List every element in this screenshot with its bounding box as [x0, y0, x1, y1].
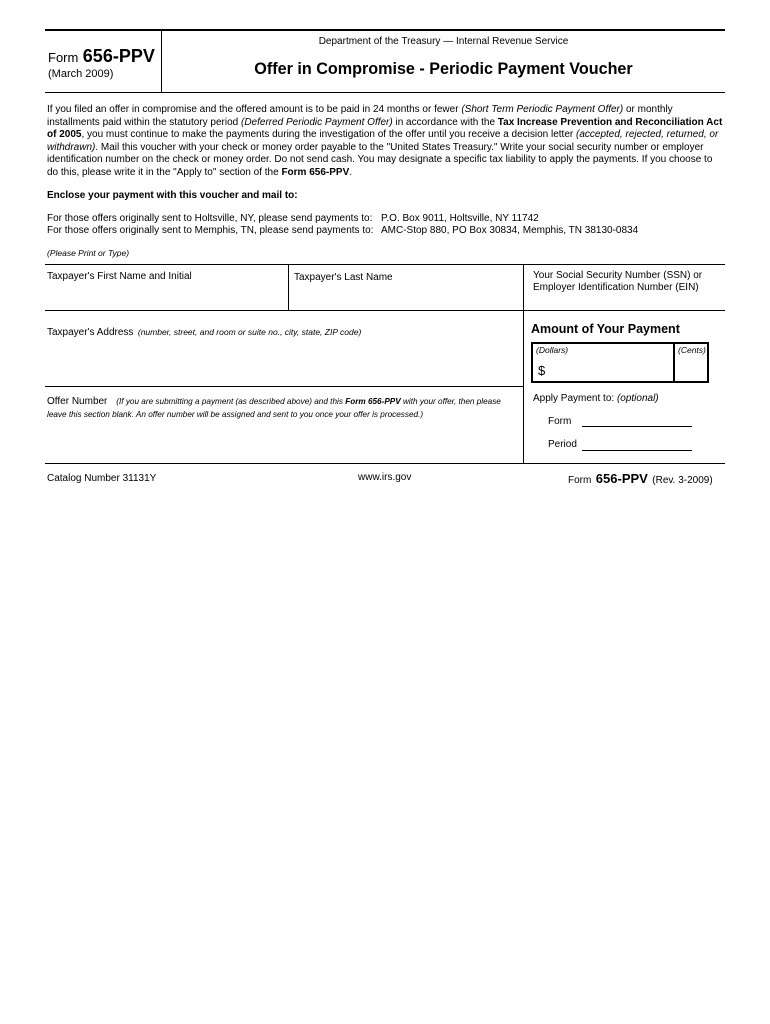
intro-paragraph [47, 104, 723, 180]
grid-row-rule-1 [45, 310, 725, 311]
apply-period-field[interactable] [582, 450, 692, 451]
offer-hint-text: (If you are submitting a payment (as described above) and this [116, 397, 346, 406]
intro-text: . Mail this voucher with your check or money order payable to the "United States Treasury." Write your social security number or employer identification number on the check or money order. Do not send cash. You may designate a specific tax liability to apply the payments. If you choose to do this, please write it in the "Apply to" section of the [47, 141, 713, 178]
intro-text: in accordance with the [392, 116, 498, 128]
last-name-field[interactable] [292, 285, 520, 308]
intro-text: . [349, 166, 353, 178]
dollar-sign: $ [538, 363, 546, 378]
grid-bottom-rule [45, 463, 725, 464]
page-title: Offer in Compromise - Periodic Payment Voucher [254, 59, 633, 78]
grid-divider-2 [523, 265, 524, 464]
intro-text: or monthly installments paid within the statutory period [47, 104, 673, 128]
header-bottom-rule [45, 92, 725, 93]
holtsville-address: P.O. Box 9011, Holtsville, NY 11742 [381, 213, 539, 224]
intro-text-italic: (Short Term Periodic Payment Offer) [461, 104, 624, 115]
address-label: Taxpayer's Address [47, 327, 134, 338]
enclose-heading: Enclose your payment with this voucher and mail to: [47, 190, 298, 201]
apply-form-field[interactable] [582, 426, 692, 427]
website: www.irs.gov [358, 472, 412, 483]
ssn-field[interactable] [527, 294, 723, 309]
offer-hint-text: with your offer, then please leave this section blank. An offer number will be assigned and sent to you once your offer is processed.) [47, 397, 501, 419]
footer-rev: (Rev. 3-2009) [652, 475, 713, 486]
cents-label: (Cents) [678, 345, 706, 355]
form-number: 656-PPV [82, 46, 155, 66]
first-name-label: Taxpayer's First Name and Initial [47, 271, 192, 282]
ssn-label-line1: Your Social Security Number (SSN) or [533, 270, 703, 281]
footer-form-number: 656-PPV [595, 471, 648, 486]
offer-number-field[interactable] [47, 420, 519, 460]
catalog-number: Catalog Number 31131Y [47, 473, 157, 484]
apply-form-label: Form [548, 416, 572, 427]
memphis-address: AMC-Stop 880, PO Box 30834, Memphis, TN 38130-0834 [381, 225, 639, 236]
print-note: (Please Print or Type) [47, 248, 130, 258]
amount-title: Amount of Your Payment [531, 322, 680, 336]
apply-label: Apply Payment to: [533, 393, 617, 404]
holtsville-label: For those offers originally sent to Holtsville, NY, please send payments to: [47, 213, 373, 224]
address-hint: (number, street, and room or suite no., city, state, ZIP code) [137, 327, 362, 337]
intro-text-bold: Form 656-PPV [281, 166, 350, 178]
intro-text-italic: (accepted, rejected, returned, or withdrawn) [47, 129, 719, 153]
offer-hint-form: Form 656-PPV [345, 397, 401, 406]
offer-hint [47, 397, 501, 419]
offer-label: Offer Number [47, 396, 108, 407]
footer-form-label: Form [568, 475, 592, 486]
top-rule [45, 29, 725, 31]
dollars-label: (Dollars) [536, 345, 569, 355]
footer-form-id [568, 470, 713, 488]
memphis-label: For those offers originally sent to Memphis, TN, please send payments to: [47, 225, 374, 236]
apply-label-row [533, 393, 659, 404]
form-id [48, 46, 155, 67]
grid-top-rule [45, 264, 725, 265]
dollars-field[interactable] [550, 358, 670, 380]
agency-line: Department of the Treasury — Internal Revenue Service [318, 36, 569, 47]
intro-text: If you filed an offer in compromise and the offered amount is to be paid in 24 months or fewer [47, 104, 462, 115]
grid-row-rule-2 [45, 386, 523, 387]
offer-label-block [47, 394, 517, 420]
form-date: (March 2009) [48, 68, 114, 80]
intro-text: , you must continue to make the payments during the investigation of the offer until you receive a decision letter [81, 129, 577, 141]
ssn-label-line2: Employer Identification Number (EIN) [533, 282, 699, 293]
first-name-field[interactable] [47, 284, 285, 308]
intro-text-bold: Tax Increase Prevention and Reconciliation Act of 2005 [47, 116, 723, 141]
intro-text-italic: (Deferred Periodic Payment Offer) [241, 116, 393, 128]
address-field[interactable] [47, 336, 519, 384]
form-label: Form [48, 50, 79, 65]
grid-divider-1 [288, 265, 289, 310]
last-name-label: Taxpayer's Last Name [294, 272, 393, 283]
cents-field[interactable] [677, 358, 706, 380]
amount-box-divider [673, 342, 675, 383]
apply-period-label: Period [548, 439, 577, 450]
apply-optional: (optional) [616, 393, 659, 404]
